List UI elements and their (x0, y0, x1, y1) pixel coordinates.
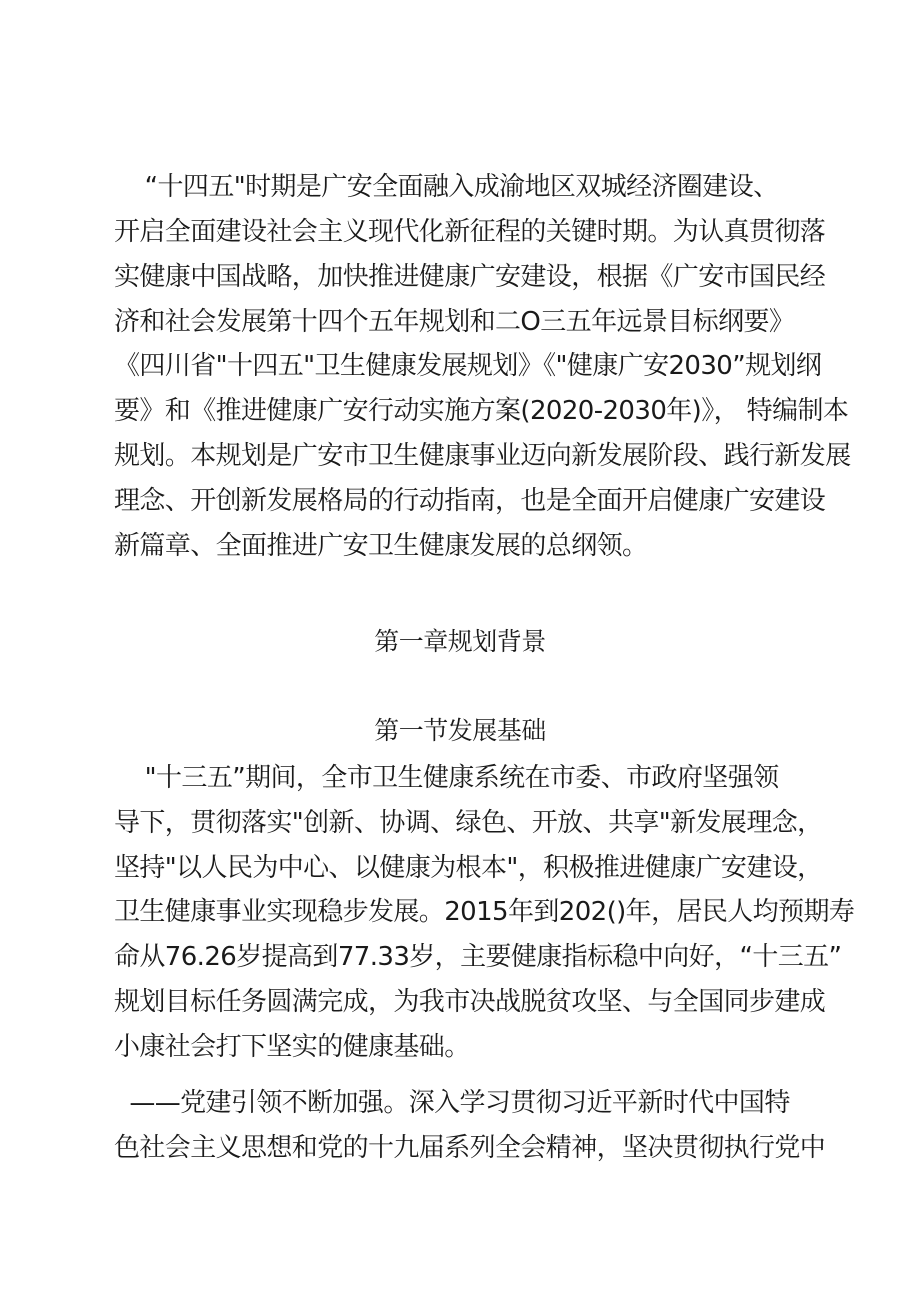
body-line: 坚持"以人民为中心、以健康为根本"，积极推进健康广安建设， (114, 853, 823, 883)
intro-line: 实健康中国战略，加快推进健康广安建设，根据《广安市国民经 (114, 262, 826, 292)
intro-line: 规划。本规划是广安市卫生健康事业迈向新发展阶段、践行新发展 (114, 441, 851, 471)
intro-line: 要》和《推进健康广安行动实施方案(2020-2030年)》， 特编制本 (114, 396, 849, 426)
body-line: 导下，贯彻落实"创新、协调、绿色、开放、共享"新发展理念， (114, 808, 823, 838)
intro-line: “十四五"时期是广安全面融入成渝地区双城经济圈建设、 (114, 172, 779, 202)
body-line: 色社会主义思想和党的十九届系列全会精神，坚决贯彻执行党中 (114, 1133, 826, 1163)
chapter-title: 第一章规划背景 (374, 627, 546, 656)
body-line: ——党建引领不断加强。深入学习贯彻习近平新时代中国特 (114, 1088, 790, 1118)
body-line: 小康社会打下坚实的健康基础。 (114, 1032, 470, 1062)
intro-line: 济和社会发展第十四个五年规划和二O三五年远景目标纲要》 (114, 307, 795, 337)
intro-line: 《四川省"十四五"卫生健康发展规划》《"健康广安2030”规划纲 (114, 351, 822, 381)
intro-line: 理念、开创新发展格局的行动指南，也是全面开启健康广安建设 (114, 486, 826, 516)
body-line: 命从76.26岁提高到77.33岁，主要健康指标稳中向好，“十三五” (114, 942, 842, 972)
body-line: "十三五”期间，全市卫生健康系统在市委、市政府坚强领 (114, 763, 779, 793)
intro-line: 开启全面建设社会主义现代化新征程的关键时期。为认真贯彻落 (114, 217, 826, 247)
intro-line: 新篇章、全面推进广安卫生健康发展的总纲领。 (114, 531, 648, 561)
body-line: 卫生健康事业实现稳步发展。2015年到202()年，居民人均预期寿 (114, 897, 855, 927)
section-title: 第一节发展基础 (374, 716, 546, 745)
body-line: 规划目标任务圆满完成，为我市决战脱贫攻坚、与全国同步建成 (114, 987, 826, 1017)
